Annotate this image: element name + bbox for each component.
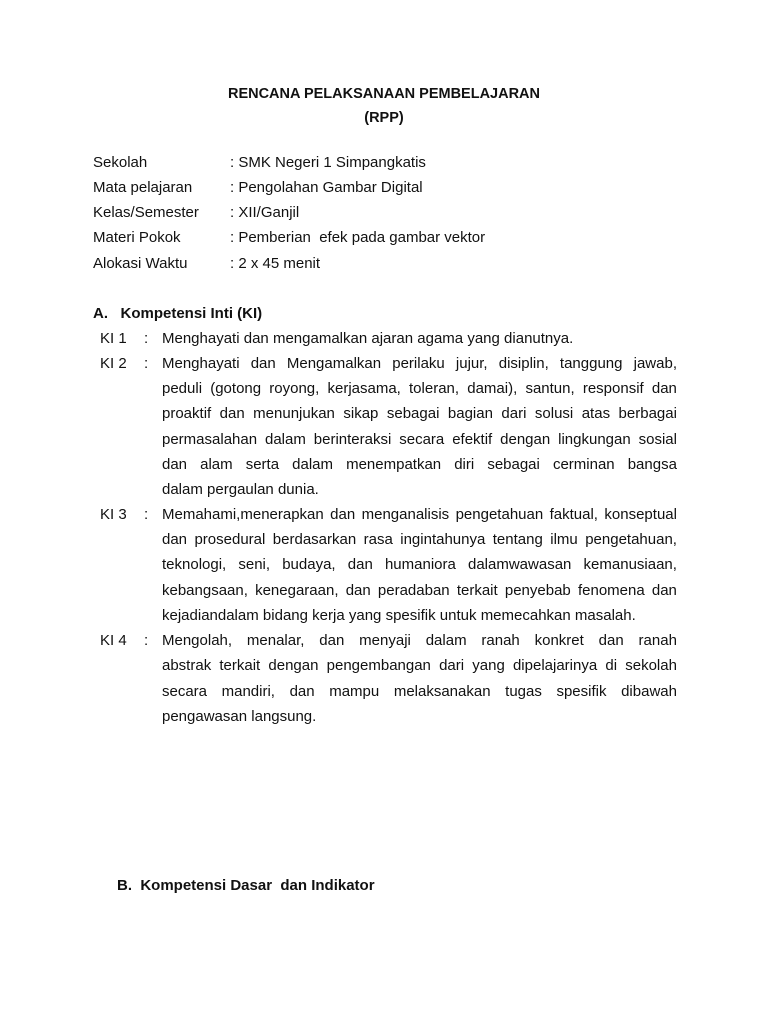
identity-value: : Pengolahan Gambar Digital: [230, 179, 423, 196]
ki-text-line: Menghayati dan mengamalkan ajaran agama yang dianutnya.: [162, 330, 574, 347]
ki-text-line: peduli (gotong royong, kerjasama, toleran, damai), santun, responsif dan: [162, 380, 677, 397]
ki-text-line: abstrak terkait dengan pengembangan dari yang dipelajarinya di sekolah: [162, 657, 677, 674]
ki-text-line: kejadiandalam bidang kerja yang spesifik untuk memecahkan masalah.: [162, 607, 636, 624]
ki-colon: :: [144, 632, 149, 649]
ki-text-line: proaktif dan menunjukan sikap sebagai bagian dari solusi atas berbagai: [162, 405, 677, 422]
ki-label: KI 1: [100, 330, 127, 347]
ki-text-line: teknologi, seni, budaya, dan humaniora dalamwawasan kemanusiaan,: [162, 556, 677, 573]
ki-colon: :: [144, 355, 149, 372]
identity-value: : SMK Negeri 1 Simpangkatis: [230, 154, 426, 171]
identity-value: : Pemberian efek pada gambar vektor: [230, 229, 486, 246]
ki-text-line: Menghayati dan Mengamalkan perilaku jujur, disiplin, tanggung jawab,: [162, 355, 677, 372]
ki-text-line: dalam pergaulan dunia.: [162, 481, 319, 498]
ki-text-line: kebangsaan, kenegaraan, dan peradaban terkait penyebab fenomena dan: [162, 582, 677, 599]
ki-text-line: pengawasan langsung.: [162, 708, 317, 725]
identity-row-class-semester: [93, 204, 300, 224]
identity-row-school: [93, 154, 426, 174]
ki-text-line: Mengolah, menalar, dan menyaji dalam ranah konkret dan ranah: [162, 632, 677, 649]
document-subtitle: (RPP): [364, 110, 404, 126]
identity-value: : 2 x 45 menit: [230, 255, 321, 272]
identity-label: Materi Pokok: [93, 229, 181, 246]
ki-text-line: permasalahan dalam berinteraksi secara efektif dengan lingkungan sosial: [162, 431, 677, 448]
ki-text-line: secara mandiri, dan mampu melaksanakan tugas spesifik dibawah: [162, 683, 677, 700]
ki-label: KI 2: [100, 355, 127, 372]
identity-label: Sekolah: [93, 154, 148, 171]
identity-label: Kelas/Semester: [93, 204, 199, 221]
ki-text-line: dan prosedural berdasarkan rasa ingintahunya tentang ilmu pengetahuan,: [162, 531, 677, 548]
ki-colon: :: [144, 330, 149, 347]
ki-text-line: dan alam serta dalam menempatkan diri sebagai cerminan bangsa: [162, 456, 677, 473]
identity-label: Mata pelajaran: [93, 179, 193, 196]
section-b-heading: B. Kompetensi Dasar dan Indikator: [117, 877, 375, 894]
document-title: RENCANA PELAKSANAAN PEMBELAJARAN: [227, 86, 541, 102]
identity-value: : XII/Ganjil: [230, 204, 300, 221]
ki-colon: :: [144, 506, 149, 523]
section-a-heading: A. Kompetensi Inti (KI): [93, 305, 263, 322]
identity-row-topic: [93, 229, 486, 249]
ki-label: KI 4: [100, 632, 127, 649]
identity-row-subject: [93, 179, 423, 199]
identity-label: Alokasi Waktu: [93, 255, 188, 272]
ki-text-line: Memahami,menerapkan dan menganalisis pengetahuan faktual, konseptual: [162, 506, 677, 523]
identity-row-time-allocation: [93, 255, 321, 275]
ki-label: KI 3: [100, 506, 127, 523]
